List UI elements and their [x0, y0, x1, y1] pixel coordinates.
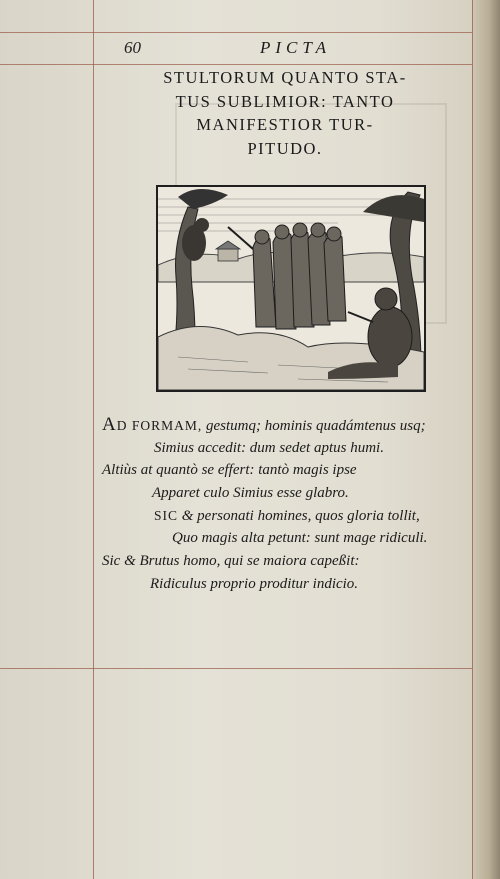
margin-rule-top [0, 32, 472, 33]
page-gutter [472, 0, 500, 879]
verse-initial: A [102, 414, 117, 435]
verse-text: Quo magis alta petunt: sunt mage ridiculi. [172, 530, 428, 547]
verse-text: Apparet culo Simius esse glabro. [152, 485, 349, 502]
verse-line [102, 482, 474, 505]
motto-line: MANIFESTIOR TUR- [196, 115, 374, 134]
verse-line [102, 550, 474, 573]
verse-line [102, 459, 474, 482]
woodcut-ape-and-figures-illustration [158, 187, 424, 390]
margin-rule-left [93, 0, 94, 879]
verse-text: Sic & Brutus homo, qui se maiora capeßit: [102, 553, 360, 570]
verse-text: Simius accedit: dum sedet aptus humi. [154, 439, 384, 456]
margin-rule-bottom [0, 668, 472, 669]
verse-line [102, 505, 474, 528]
motto-line: PITUDO. [247, 138, 323, 158]
emblem-motto [120, 66, 450, 160]
page-number: 60 [124, 38, 141, 57]
verse-text: & personati homines, quos gloria tollit, [178, 507, 420, 524]
motto-line: STULTORUM QUANTO STA- [163, 68, 407, 87]
verse-line [102, 414, 474, 437]
verse-text: Ridiculus proprio proditur indicio. [150, 575, 359, 592]
emblem-verse [102, 414, 474, 596]
verse-line [102, 527, 474, 550]
running-title: PICTA [260, 38, 331, 57]
verse-text: gestumq; hominis quadámtenus usq; [202, 418, 426, 434]
margin-rule-header [0, 64, 472, 65]
motto-line: TUS SUBLIMIOR: TANTO [175, 91, 395, 111]
woodcut-illustration [156, 185, 426, 392]
verse-smallcaps: D FORMAM, [116, 418, 203, 433]
verse-line [102, 437, 474, 460]
verse-line [102, 573, 474, 596]
verse-smallcaps: SIC [154, 507, 179, 523]
verse-text: Altiùs at quantò se effert: tantò magis ipse [102, 462, 357, 479]
page-header [0, 38, 472, 58]
